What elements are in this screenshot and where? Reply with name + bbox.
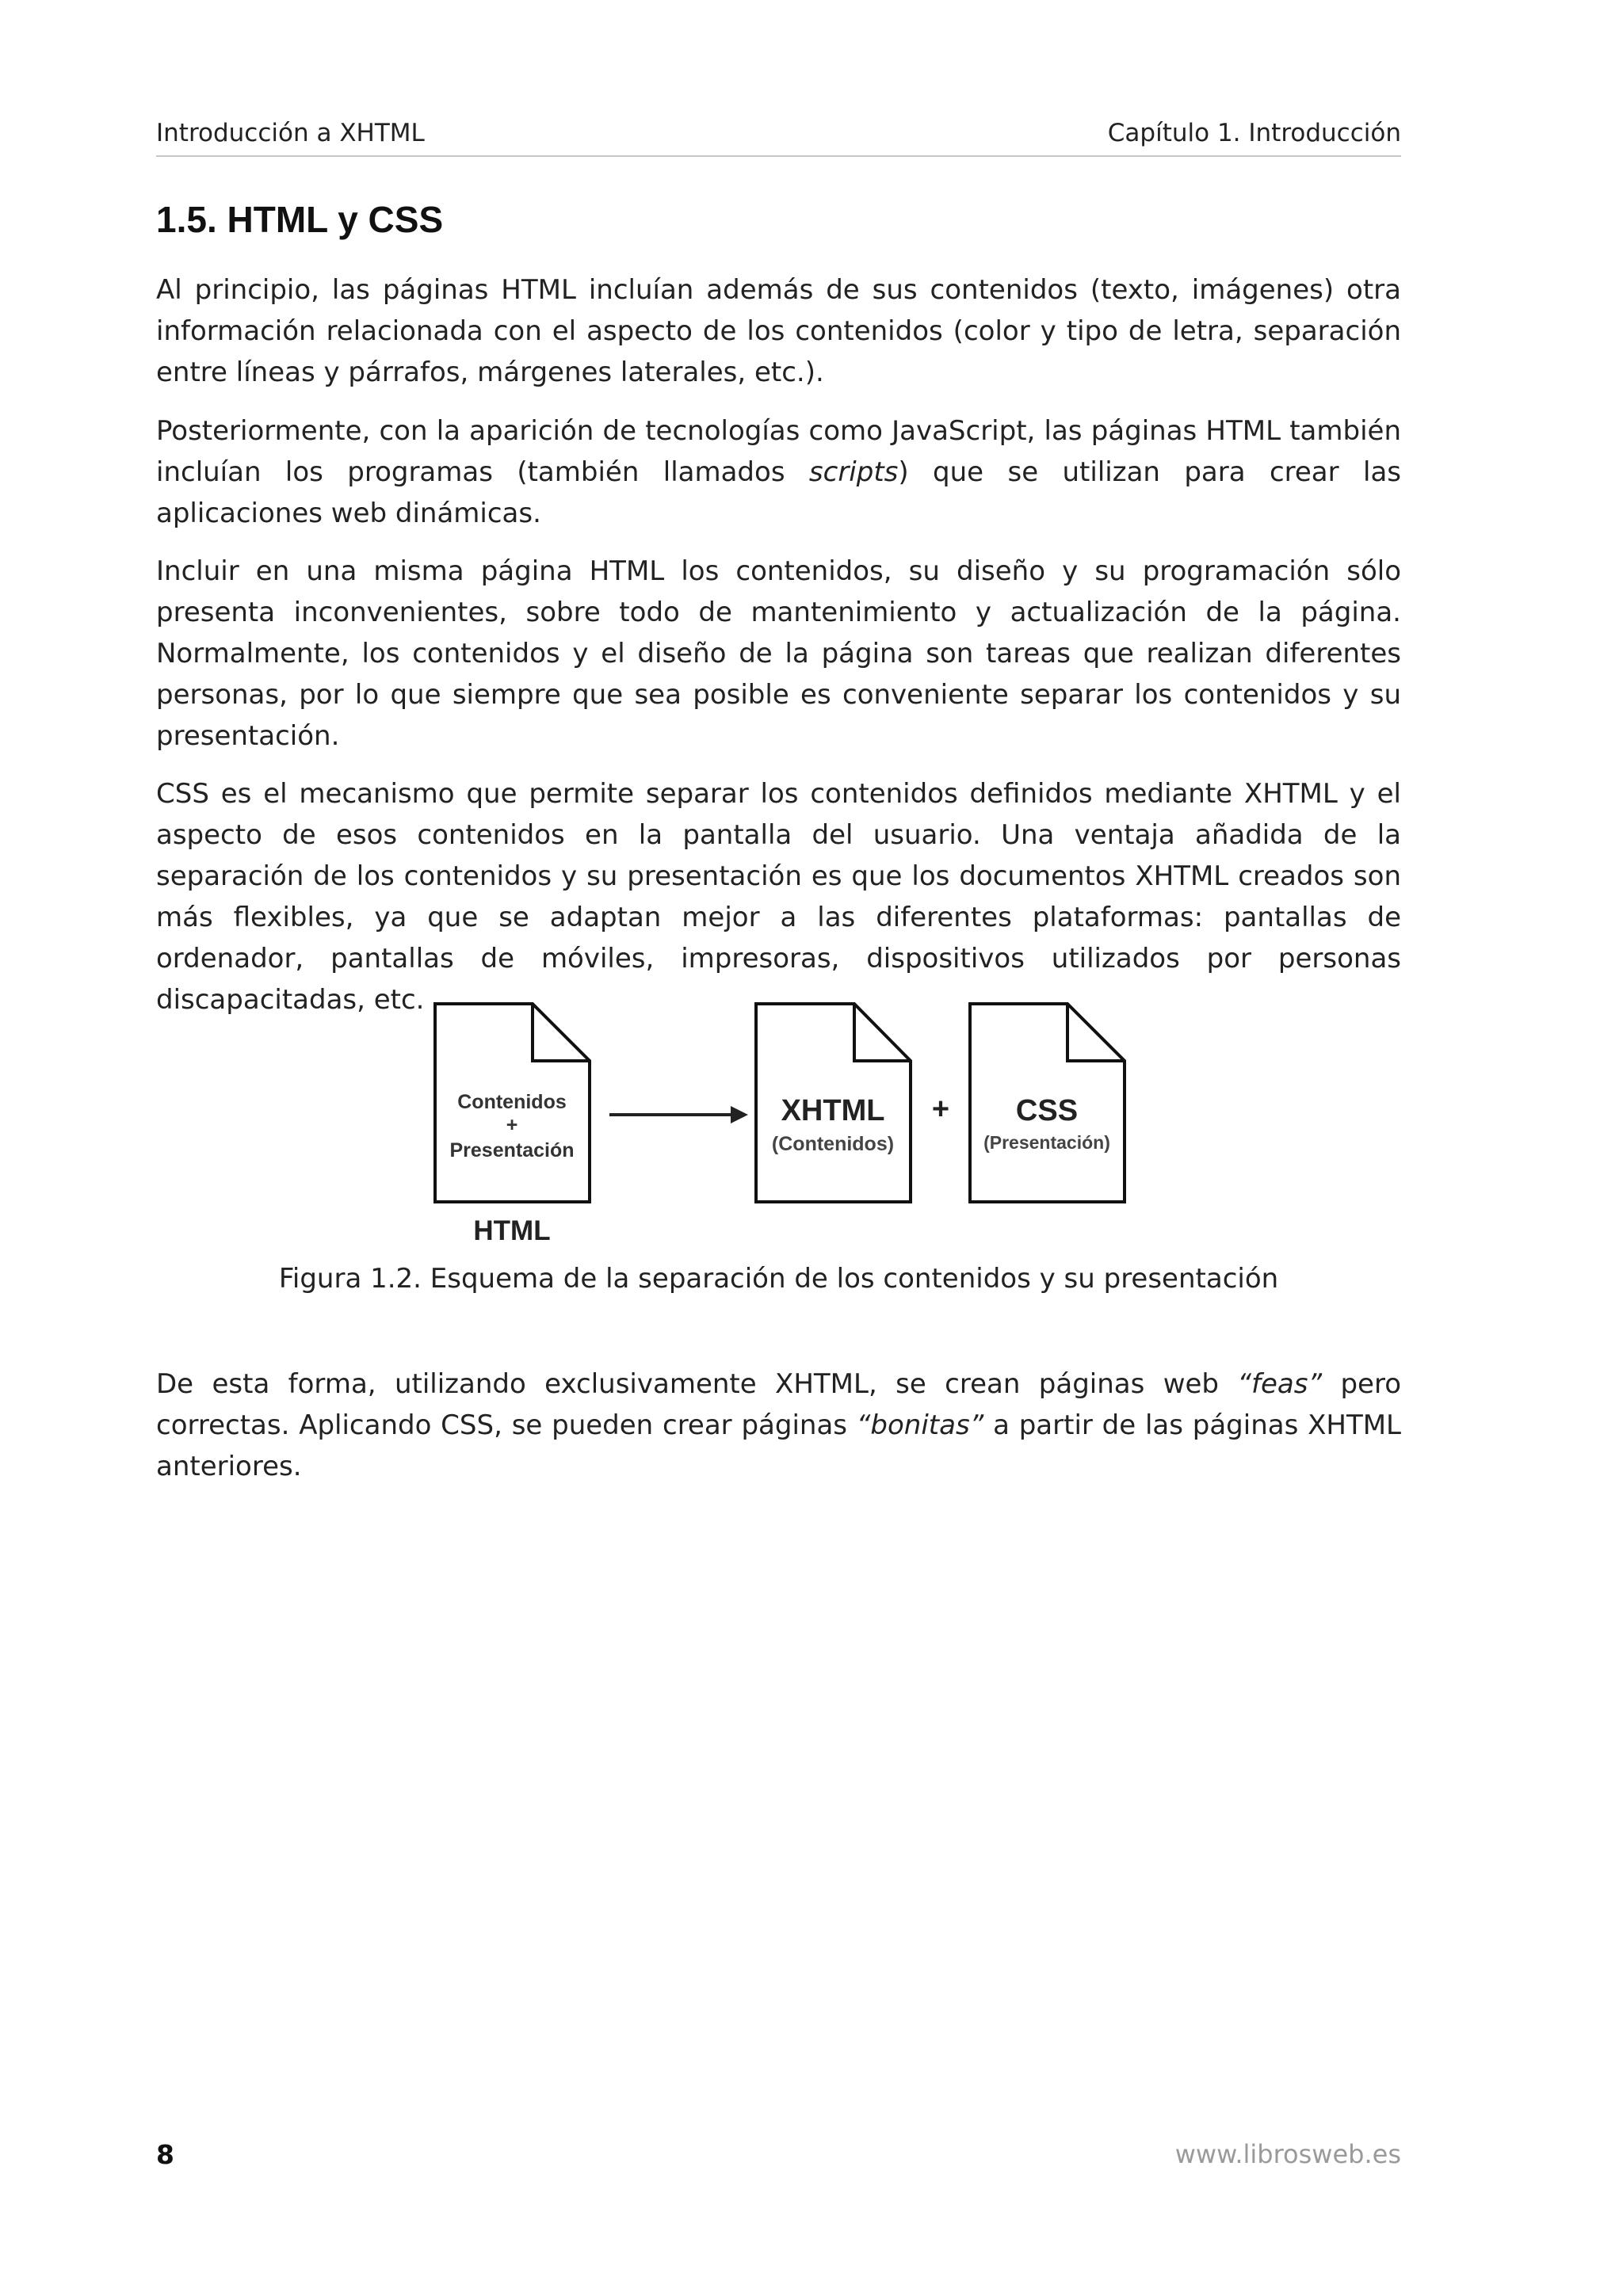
paragraph-5-emphasis-1: “feas”: [1237, 1368, 1323, 1400]
doc3-title: CSS: [1015, 1094, 1079, 1127]
doc1-line3: Presentación: [449, 1139, 575, 1161]
paragraph-2: [156, 410, 1401, 534]
html-label: HTML: [473, 1215, 551, 1246]
paragraph-5-text-a: De esta forma, utilizando exclusivamente XHTML, se crean páginas web: [156, 1368, 1238, 1400]
paragraph-4: CSS es el mecanismo que permite separar los contenidos definidos mediante XHTML y el aspecto de esos contenidos en la pantalla del usuario. Una ventaja añadida de la separación de los contenidos y su presentación es que los documentos XHTML creados son más flexibles, ya que se adaptan mejor a las diferentes plataformas: pantallas de ordenador, pantallas de móviles, impresoras, dispositivos utilizados por personas discapacitadas, etc.: [156, 778, 1401, 1016]
figure-caption: Figura 1.2. Esquema de la separación de los contenidos y su presentación: [278, 1263, 1279, 1295]
running-header: [156, 119, 1401, 157]
paragraph-3: Incluir en una misma página HTML los contenidos, su diseño y su programación sólo presenta inconvenientes, sobre todo de mantenimiento y actualización de la página. Normalmente, los contenidos y el diseño de la página son tareas que realizan diferentes personas, por lo que siempre que sea posible es conveniente separar los contenidos y su presentación.: [156, 555, 1401, 752]
doc3-subtitle: (Presentación): [983, 1132, 1110, 1153]
paragraph-5-text-c: a partir de las páginas XHTML anteriores.: [156, 1409, 1401, 1482]
header-chapter-title: Capítulo 1. Introducción: [1107, 119, 1401, 147]
header-book-title: Introducción a XHTML: [156, 119, 425, 147]
doc2-title: XHTML: [781, 1094, 885, 1127]
arrow-right-icon: [609, 1106, 748, 1123]
section-title: 1.5. HTML y CSS: [156, 199, 444, 240]
paragraph-5-emphasis-2: “bonitas”: [856, 1409, 984, 1441]
plus-sign: +: [931, 1093, 950, 1126]
doc2-subtitle: (Contenidos): [771, 1133, 895, 1155]
footer-url: www.librosweb.es: [1174, 2139, 1401, 2169]
doc1-line1: Contenidos: [457, 1091, 567, 1113]
paragraph-2-text-a: Posteriormente, con la aparición de tecnologías como JavaScript, las páginas HTML también incluían los programas (también llamados: [156, 415, 1401, 488]
paragraph-2-text-b: ) que se utilizan para crear las aplicaciones web dinámicas.: [156, 456, 1401, 529]
paragraph-1: Al principio, las páginas HTML incluían además de sus contenidos (texto, imágenes) otra información relacionada con el aspecto de los contenidos (color y tipo de letra, separación entre líneas y párrafos, márgenes laterales, etc.).: [156, 274, 1401, 388]
document-page: [156, 0, 1401, 2296]
page-number: 8: [156, 2139, 174, 2170]
paragraph-5-text-b: pero correctas. Aplicando CSS, se pueden crear páginas: [156, 1368, 1401, 1441]
doc1-line2: +: [506, 1114, 518, 1136]
paragraph-2-emphasis: scripts: [808, 456, 899, 488]
figure-diagram: [431, 1000, 1287, 1261]
paragraph-5: [156, 1363, 1401, 1487]
